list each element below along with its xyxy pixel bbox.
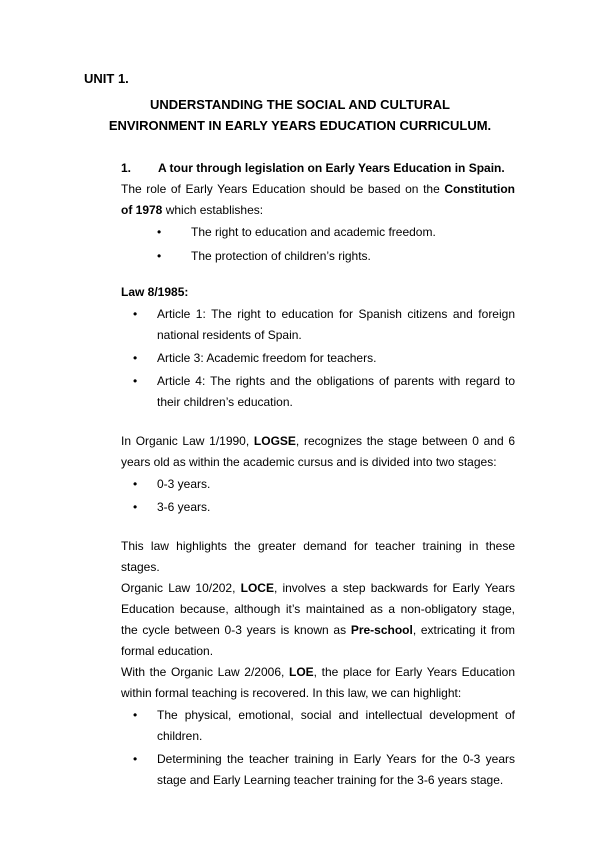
teacher-training-paragraph: This law highlights the greater demand for teacher training in these stages. (121, 539, 515, 574)
loe-text-start: With the Organic Law 2/2006, (121, 665, 289, 679)
document-title (80, 94, 520, 136)
list-item: • Determining the teacher training in Early Years for the 0-3 years stage and Early Learning teacher training for the 3-6 years stage. (121, 749, 515, 791)
constitution-bold: Constitution of 1978 (121, 182, 515, 217)
loe-paragraph (121, 662, 515, 704)
list-item: • The physical, emotional, social and intellectual development of children. (121, 705, 515, 747)
loe-highlights-list (121, 705, 515, 791)
law-1985-heading: Law 8/1985: (121, 285, 189, 299)
list-item: • The protection of children’s rights. (121, 246, 515, 267)
constitution-intro-end: which establishes: (162, 203, 264, 217)
section-1-heading (121, 158, 515, 179)
constitution-intro-text: The role of Early Years Education should be based on the (121, 182, 445, 196)
loce-text-start: Organic Law 10/202, (121, 581, 241, 595)
section-1-number: 1. (121, 161, 132, 175)
loce-text-end: , extricating it from formal education. (121, 623, 515, 658)
list-item: • Article 4: The rights and the obligations of parents with regard to their children’s education. (121, 371, 515, 413)
logse-text-end: , recognizes the stage between 0 and 6 years old as within the academic cursus and is divided into two stages: (121, 434, 515, 469)
loce-bold: LOCE (240, 581, 274, 595)
constitution-paragraph (121, 179, 515, 221)
document-title-line-1: UNDERSTANDING THE SOCIAL AND CULTURAL (150, 97, 450, 112)
logse-bold: LOGSE (253, 434, 296, 448)
logse-text-start: In Organic Law 1/1990, (121, 434, 254, 448)
list-item: • 3-6 years. (121, 497, 515, 518)
loce-paragraph (121, 578, 515, 662)
document-title-line-2: ENVIRONMENT IN EARLY YEARS EDUCATION CURRICULUM. (108, 118, 492, 133)
preschool-bold: Pre-school (350, 623, 413, 637)
list-item: • The right to education and academic freedom. (121, 222, 515, 243)
loe-bold: LOE (289, 665, 314, 679)
list-item: • Article 1: The right to education for Spanish citizens and foreign national residents of Spain. (121, 304, 515, 346)
document-body (121, 158, 515, 793)
list-item: • Article 3: Academic freedom for teachers. (121, 348, 515, 369)
loe-text-end: , the place for Early Years Education within formal teaching is recovered. In this law, we can highlight: (121, 665, 516, 700)
logse-stages-list (121, 474, 515, 518)
loce-text-mid: , involves a step backwards for Early Years Education because, although it’s maintained as a non-obligatory stage, the cycle between 0-3 years is known as (121, 581, 515, 637)
section-1-title: A tour through legislation on Early Years Education in Spain. (158, 161, 505, 175)
constitution-list (121, 222, 515, 267)
list-item: • 0-3 years. (121, 474, 515, 495)
unit-title: UNIT 1. (84, 71, 129, 86)
logse-paragraph (121, 431, 515, 473)
law-1985-list (121, 304, 515, 413)
